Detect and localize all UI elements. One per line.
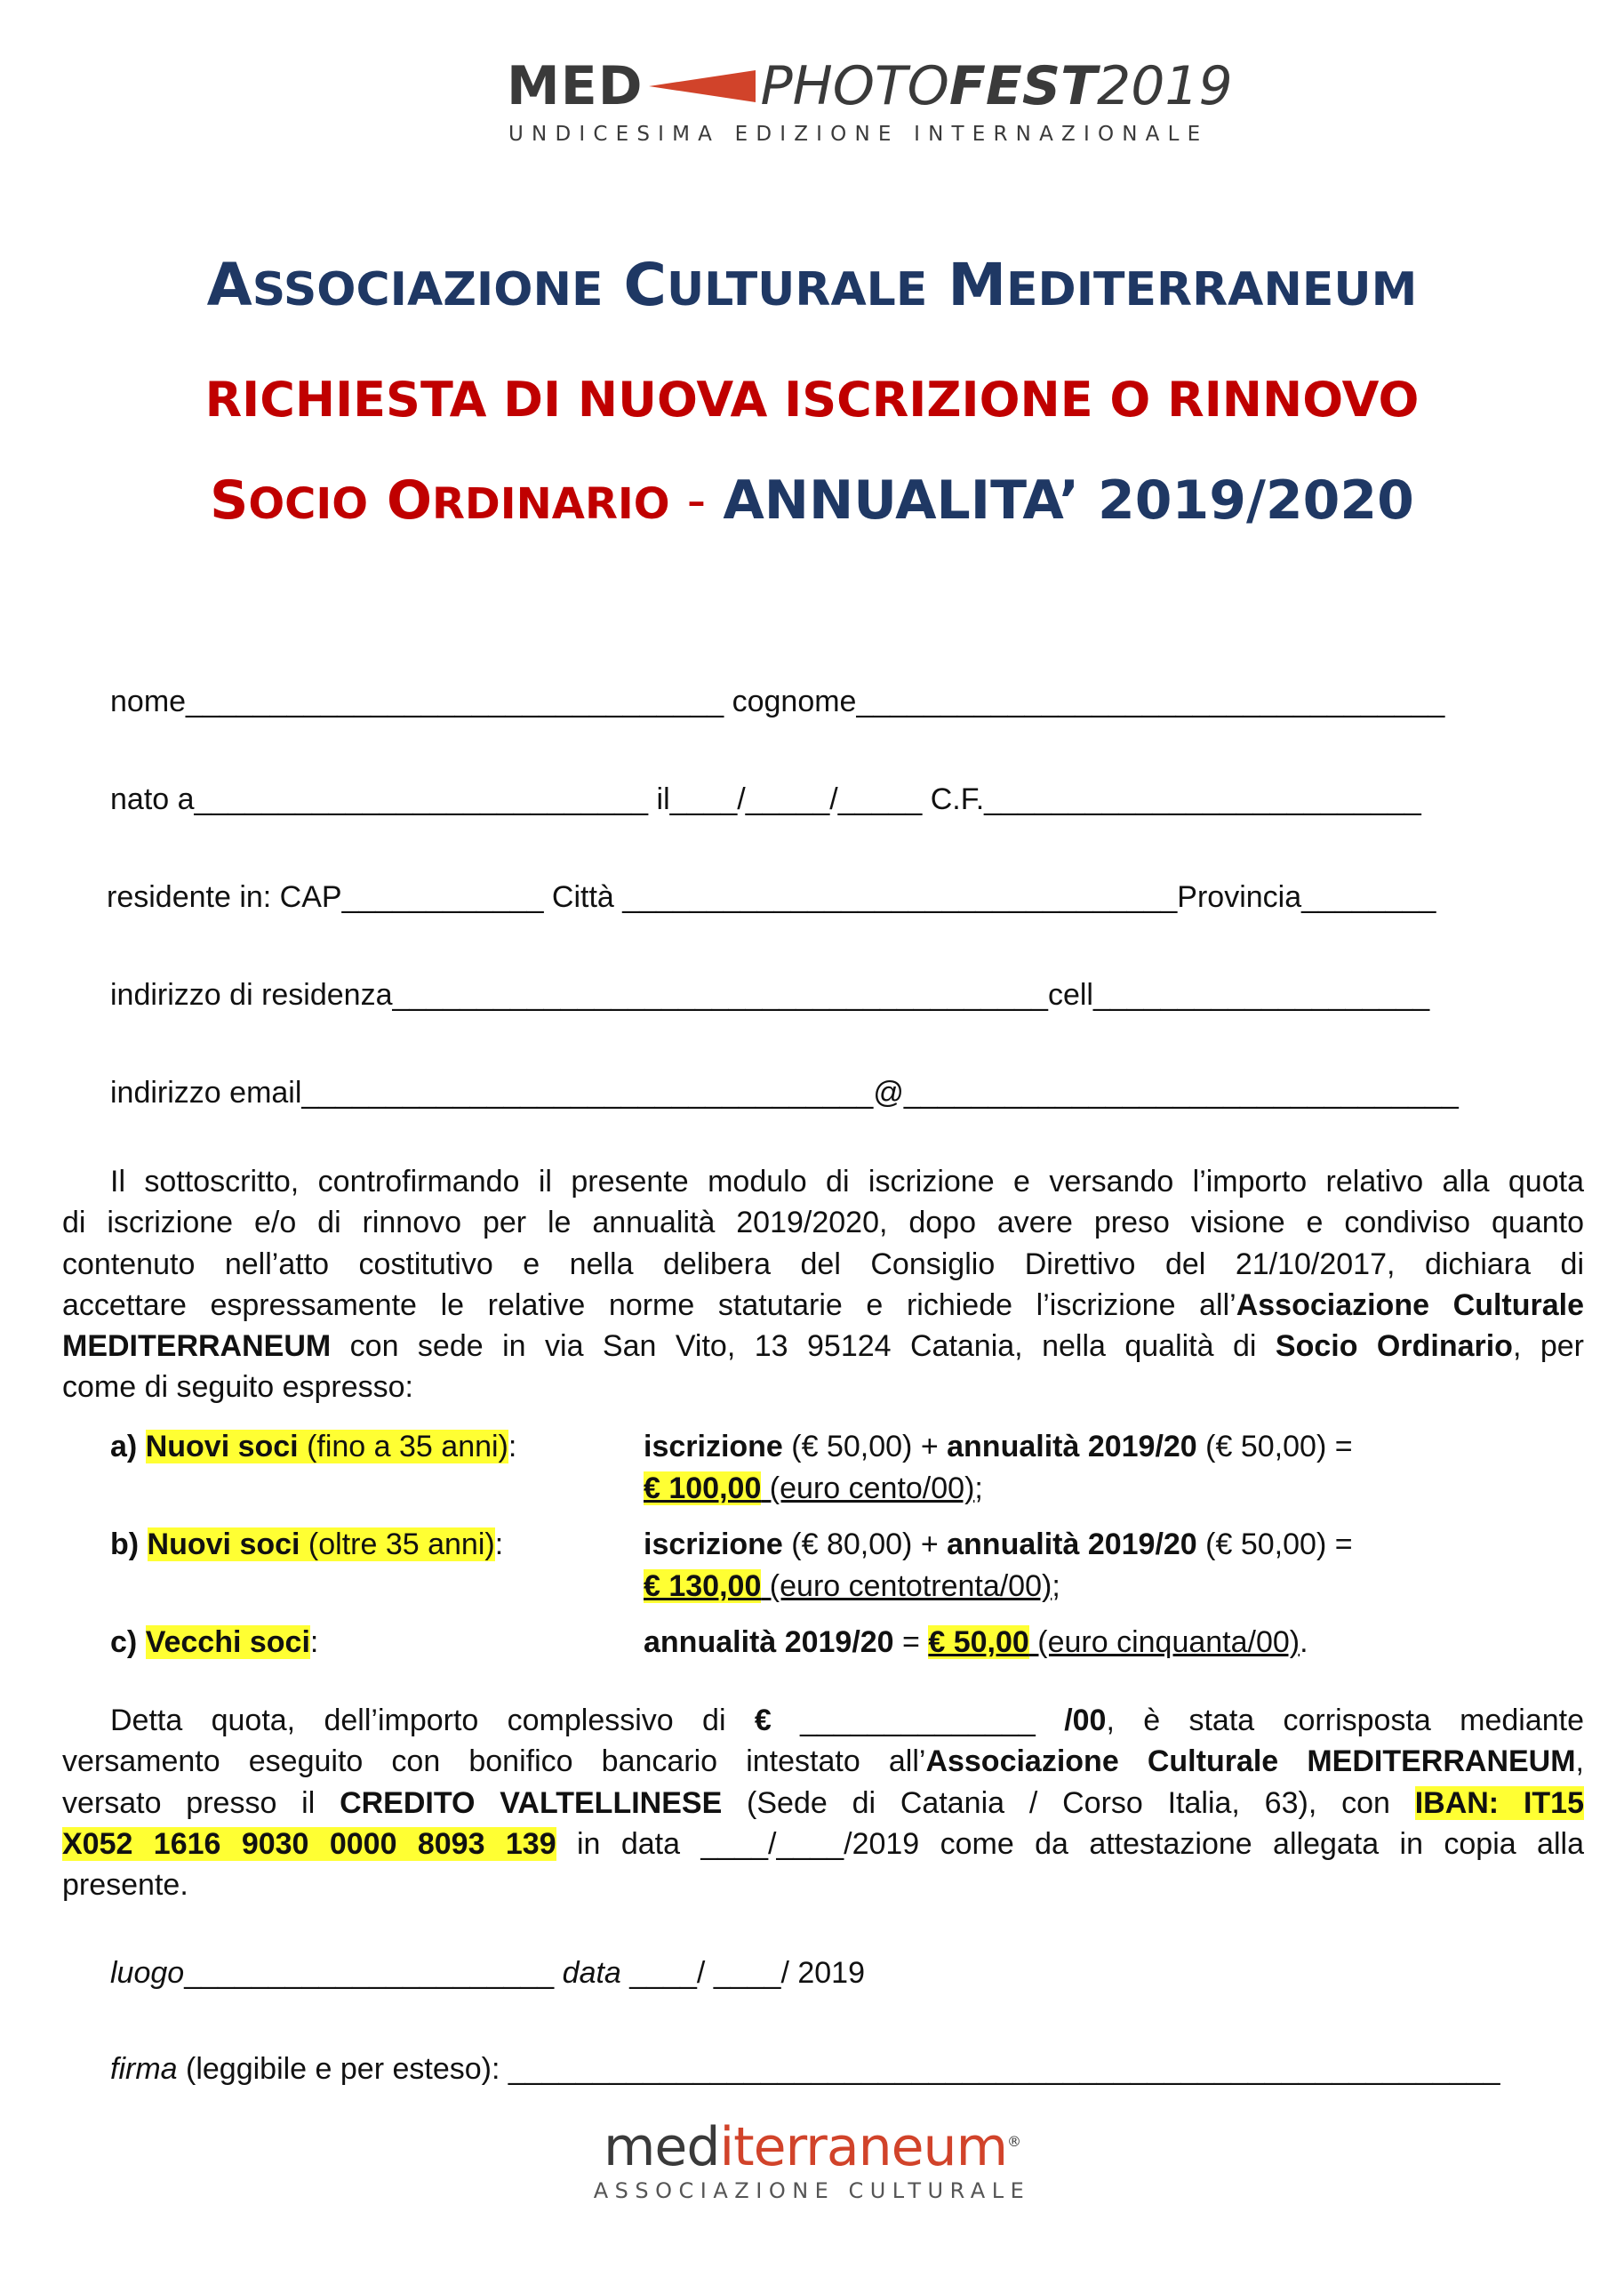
title-char: A — [206, 251, 252, 319]
option-colon: : — [494, 1527, 504, 1561]
option-amount-words: (euro cento/00) — [761, 1471, 975, 1505]
option-amount-words: (euro cinquanta/00) — [1028, 1625, 1300, 1659]
option-b-amount — [644, 1569, 1060, 1604]
logo-med-text: MED — [507, 55, 644, 117]
amount-blank[interactable]: ______________ — [771, 1704, 1065, 1737]
option-name: Nuovi soci — [147, 1527, 300, 1561]
option-highlight — [146, 1625, 310, 1659]
mediterraneum-logo — [0, 2116, 1624, 2178]
option-letter: c) — [110, 1625, 138, 1659]
option-highlight — [148, 1527, 495, 1561]
option-text: (€ 50,00) + — [782, 1430, 948, 1463]
paragraph-line — [62, 1326, 1584, 1367]
paragraph-bold: € — [754, 1704, 772, 1737]
registered-mark: ® — [1007, 2133, 1021, 2150]
option-a-amount — [644, 1471, 983, 1506]
paragraph-line: Il sottoscritto, controfirmando il presente modulo di iscrizione e versando l’importo relativo alla quota — [110, 1165, 1584, 1199]
paragraph-bold: MEDITERRANEUM — [62, 1329, 332, 1364]
option-bold: annualità 2019/20 — [947, 1527, 1197, 1561]
option-amount: € 100,00 — [644, 1471, 762, 1505]
title-word: ULTURALE — [666, 263, 928, 317]
option-bold: annualità 2019/20 — [644, 1625, 894, 1659]
logo-brand-part: med — [603, 2116, 720, 2178]
option-bold: annualità 2019/20 — [947, 1430, 1197, 1463]
option-colon: : — [309, 1625, 319, 1659]
option-amount: € 130,00 — [644, 1569, 762, 1603]
paragraph-bold: /00 — [1064, 1704, 1107, 1737]
form-line-birth[interactable]: nato a___________________________ il____/_____/_____ C.F.__________________________ — [110, 782, 1421, 816]
option-bold: iscrizione — [644, 1527, 783, 1561]
paragraph-line — [62, 1824, 1584, 1864]
logo-subtitle: UNDICESIMA EDIZIONE INTERNAZIONALE — [508, 123, 1209, 146]
title-char: M — [948, 251, 1007, 319]
paragraph-text: accettare espressamente le relative norme statutarie e richiede l’iscrizione all’ — [62, 1287, 1236, 1322]
paragraph-text: Detta quota, dell’importo complessivo di — [110, 1704, 755, 1737]
option-text: (€ 50,00) = — [1196, 1430, 1353, 1463]
paragraph-line — [62, 1700, 1584, 1741]
option-name: Nuovi soci — [145, 1430, 299, 1463]
medphotofest-logo — [507, 55, 1233, 117]
place-date-line[interactable] — [110, 1956, 865, 1991]
form-line-name[interactable]: nome________________________________ cognome___________________________________ — [110, 685, 1445, 718]
request-title: RICHIESTA DI NUOVA ISCRIZIONE O RINNOVO — [204, 372, 1420, 428]
paragraph-bold: Associazione Culturale MEDITERRANEUM — [925, 1744, 1576, 1779]
logo-photo-text: PHOTO — [760, 55, 949, 117]
luogo-field[interactable]: ______________________ — [184, 1956, 563, 1990]
option-name: Vecchi soci — [145, 1625, 310, 1659]
option-highlight — [146, 1430, 508, 1463]
title-char: S — [210, 469, 249, 532]
declaration-paragraph — [62, 1161, 1584, 1408]
option-end: ; — [974, 1471, 983, 1505]
iban-highlight: IBAN: IT15 — [1414, 1785, 1584, 1820]
form-line-email[interactable]: indirizzo email__________________________________@_________________________________ — [110, 1076, 1459, 1110]
logo-year-text: 2019 — [1097, 55, 1233, 117]
paragraph-text: , è stata corrisposta mediante — [1106, 1704, 1585, 1737]
title-word: EDITERRANEUM — [1006, 263, 1418, 317]
option-amount-words: (euro centotrenta/00) — [761, 1569, 1052, 1603]
title-char: O — [386, 469, 432, 532]
option-end: ; — [1052, 1569, 1060, 1603]
option-amount: € 50,00 — [928, 1625, 1029, 1659]
option-b-detail — [644, 1527, 1353, 1562]
paragraph-line: presente. — [62, 1868, 188, 1903]
annualita-text: ANNUALITA’ 2019/2020 — [723, 469, 1414, 532]
firma-label: firma — [110, 2052, 178, 2086]
paragraph-line — [62, 1783, 1584, 1824]
option-text: = — [893, 1625, 929, 1659]
footer-subtitle: ASSOCIAZIONE CULTURALE — [593, 2178, 1031, 2203]
luogo-label: luogo — [110, 1956, 185, 1990]
payment-paragraph — [62, 1700, 1584, 1905]
logo-brand-accent: iterraneum — [719, 2116, 1008, 2178]
option-letter: b) — [110, 1527, 140, 1561]
footer-logo — [0, 2116, 1624, 2203]
data-field[interactable]: ____/ ____/ 2019 — [620, 1956, 865, 1990]
logo-arrow-icon — [649, 68, 756, 104]
paragraph-line: di iscrizione e/o di rinnovo per le annualità 2019/2020, dopo avere preso visione e condiviso quanto — [62, 1206, 1584, 1240]
title-word: SSOCIAZIONE — [252, 263, 604, 317]
association-title — [0, 251, 1624, 319]
option-bold: iscrizione — [644, 1430, 783, 1463]
form-line-address[interactable]: indirizzo di residenza_______________________________________cell____________________ — [110, 978, 1430, 1012]
paragraph-bold: Socio Ordinario — [1275, 1329, 1513, 1364]
option-letter: a) — [110, 1430, 138, 1463]
paragraph-text: con sede in via San Vito, 13 95124 Catania, nella qualità di — [331, 1329, 1276, 1364]
title-word: RDINARIO — [431, 479, 670, 529]
paragraph-text: (Sede di Catania / Corso Italia, 63), con — [722, 1785, 1415, 1820]
iban-highlight: X052 1616 9030 0000 8093 139 — [62, 1826, 556, 1861]
logo-fest-text: FEST — [948, 55, 1098, 117]
paragraph-line — [62, 1285, 1584, 1326]
paragraph-text: versato presso il — [62, 1785, 340, 1820]
option-text: (€ 50,00) = — [1196, 1527, 1353, 1561]
option-qualifier: (fino a 35 anni) — [298, 1430, 508, 1463]
title-char: C — [623, 251, 667, 319]
paragraph-text: versamento eseguito con bonifico bancario intestato all’ — [62, 1744, 926, 1779]
option-a-detail — [644, 1430, 1353, 1464]
signature-line[interactable] — [110, 2052, 1500, 2087]
membership-title — [0, 469, 1624, 532]
form-line-residence[interactable]: residente in: CAP____________ Città _________________________________Provincia________ — [107, 880, 1436, 914]
title-dash: - — [669, 469, 724, 532]
paragraph-bold: CREDITO VALTELLINESE — [340, 1785, 723, 1820]
option-c-detail — [644, 1625, 1308, 1660]
title-word: OCIO — [248, 479, 369, 529]
option-qualifier: (oltre 35 anni) — [300, 1527, 495, 1561]
option-colon: : — [508, 1430, 517, 1463]
paragraph-line — [62, 1741, 1584, 1782]
option-end: . — [1300, 1625, 1308, 1659]
paragraph-text: in data ____/____/2019 come da attestazione allegata in copia alla — [556, 1826, 1584, 1861]
paragraph-text: , per — [1512, 1329, 1584, 1364]
paragraph-bold: Associazione Culturale — [1236, 1287, 1584, 1322]
paragraph-line: contenuto nell’atto costitutivo e nella delibera del Consiglio Direttivo del 21/10/2017, dichiara di — [62, 1247, 1584, 1281]
option-b-label — [110, 1527, 503, 1562]
paragraph-line: come di seguito espresso: — [62, 1370, 413, 1405]
option-a-label — [110, 1430, 516, 1464]
option-c-label — [110, 1625, 318, 1660]
header-logo — [0, 55, 1624, 153]
paragraph-text: , — [1575, 1744, 1584, 1779]
firma-field[interactable]: (leggibile e per esteso): ___________________________________________________________ — [177, 2052, 1500, 2086]
data-label: data — [562, 1956, 621, 1990]
option-text: (€ 80,00) + — [782, 1527, 948, 1561]
